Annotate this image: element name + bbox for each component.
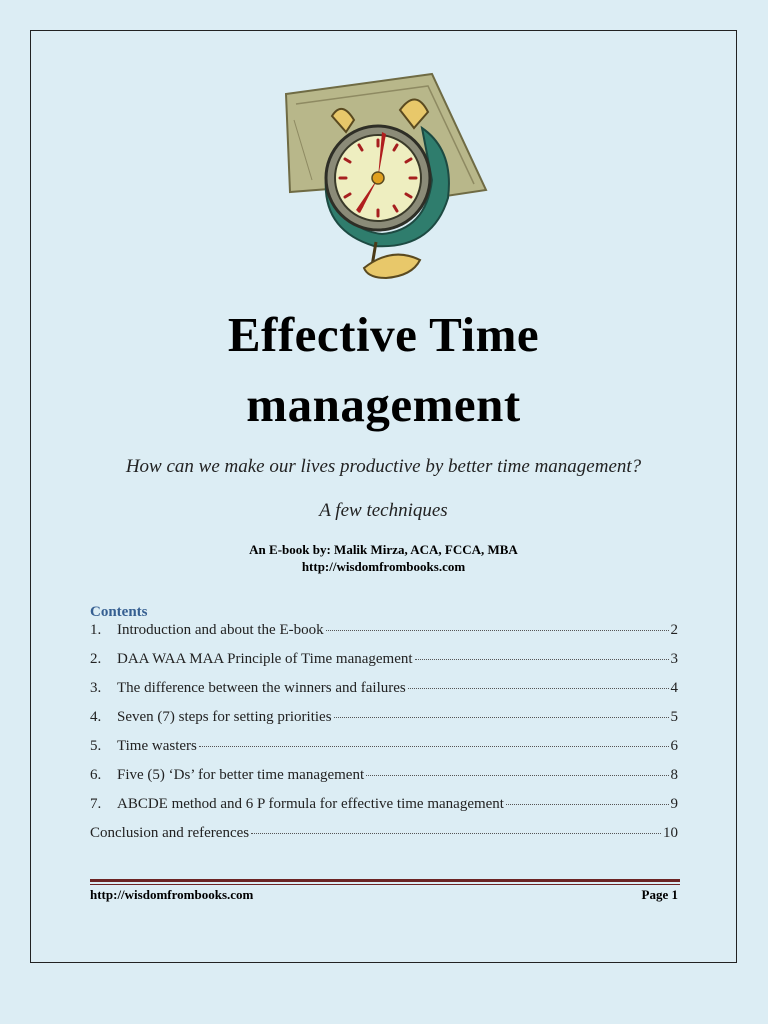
toc-entry-label: The difference between the winners and failures [117, 680, 406, 696]
title-line-1: Effective Time [227, 307, 540, 362]
toc-leader-dots [334, 717, 669, 718]
toc-leader-dots [326, 630, 669, 631]
document-title [30, 300, 737, 440]
author-line: An E-book by: Malik Mirza, ACA, FCCA, MBA [249, 542, 518, 557]
toc-entry-label: DAA WAA MAA Principle of Time management [117, 651, 413, 667]
toc-entry-page: 6 [670, 738, 678, 754]
document-tagline: A few techniques [319, 500, 448, 521]
alarm-clock-illustration [282, 70, 488, 286]
toc-entry-number: 2. [90, 651, 102, 667]
toc-entry-number: 7. [90, 796, 102, 812]
toc-leader-dots [408, 688, 669, 689]
toc-entry-label: Seven (7) steps for setting priorities [117, 709, 332, 725]
toc-entry[interactable] [90, 709, 678, 738]
toc-entry-page: 9 [670, 796, 678, 812]
toc-entry-label: Conclusion and references [90, 825, 250, 841]
toc-entry[interactable] [90, 622, 678, 651]
footer-rule [90, 879, 680, 882]
toc-entry-page: 3 [670, 651, 678, 667]
toc-leader-dots [506, 804, 669, 805]
toc-entry[interactable] [90, 651, 678, 680]
title-line-2: management [246, 377, 521, 432]
toc-entry[interactable] [90, 738, 678, 767]
contents-heading: Contents [90, 604, 148, 620]
toc-entry-number: 5. [90, 738, 102, 754]
table-of-contents [90, 622, 678, 854]
footer-page-number: Page 1 [641, 887, 678, 902]
toc-entry-page: 8 [670, 767, 678, 783]
toc-entry-number: 4. [90, 709, 102, 725]
toc-leader-dots [415, 659, 669, 660]
toc-entry[interactable] [90, 767, 678, 796]
toc-entry-page: 4 [670, 680, 678, 696]
toc-entry-number: 3. [90, 680, 102, 696]
toc-entry-number: 1. [90, 622, 102, 638]
toc-entry-label: Time wasters [117, 738, 197, 754]
toc-entry-label: Introduction and about the E-book [117, 622, 324, 638]
toc-entry[interactable] [90, 825, 678, 854]
toc-entry[interactable] [90, 796, 678, 825]
toc-entry-page: 10 [663, 825, 678, 841]
toc-leader-dots [199, 746, 669, 747]
toc-leader-dots [251, 833, 661, 834]
toc-entry-label: ABCDE method and 6 P formula for effective time management [117, 796, 504, 812]
author-block [30, 541, 737, 575]
toc-entry-page: 2 [670, 622, 678, 638]
footer-url: http://wisdomfrombooks.com [90, 887, 254, 902]
toc-entry[interactable] [90, 680, 678, 709]
toc-entry-label: Five (5) ‘Ds’ for better time management [117, 767, 365, 783]
document-subtitle: How can we make our lives productive by better time management? [125, 456, 642, 477]
footer-rule-thin [90, 884, 680, 885]
author-website: http://wisdomfrombooks.com [301, 559, 466, 574]
toc-leader-dots [366, 775, 668, 776]
toc-entry-page: 5 [670, 709, 678, 725]
toc-entry-number: 6. [90, 767, 102, 783]
